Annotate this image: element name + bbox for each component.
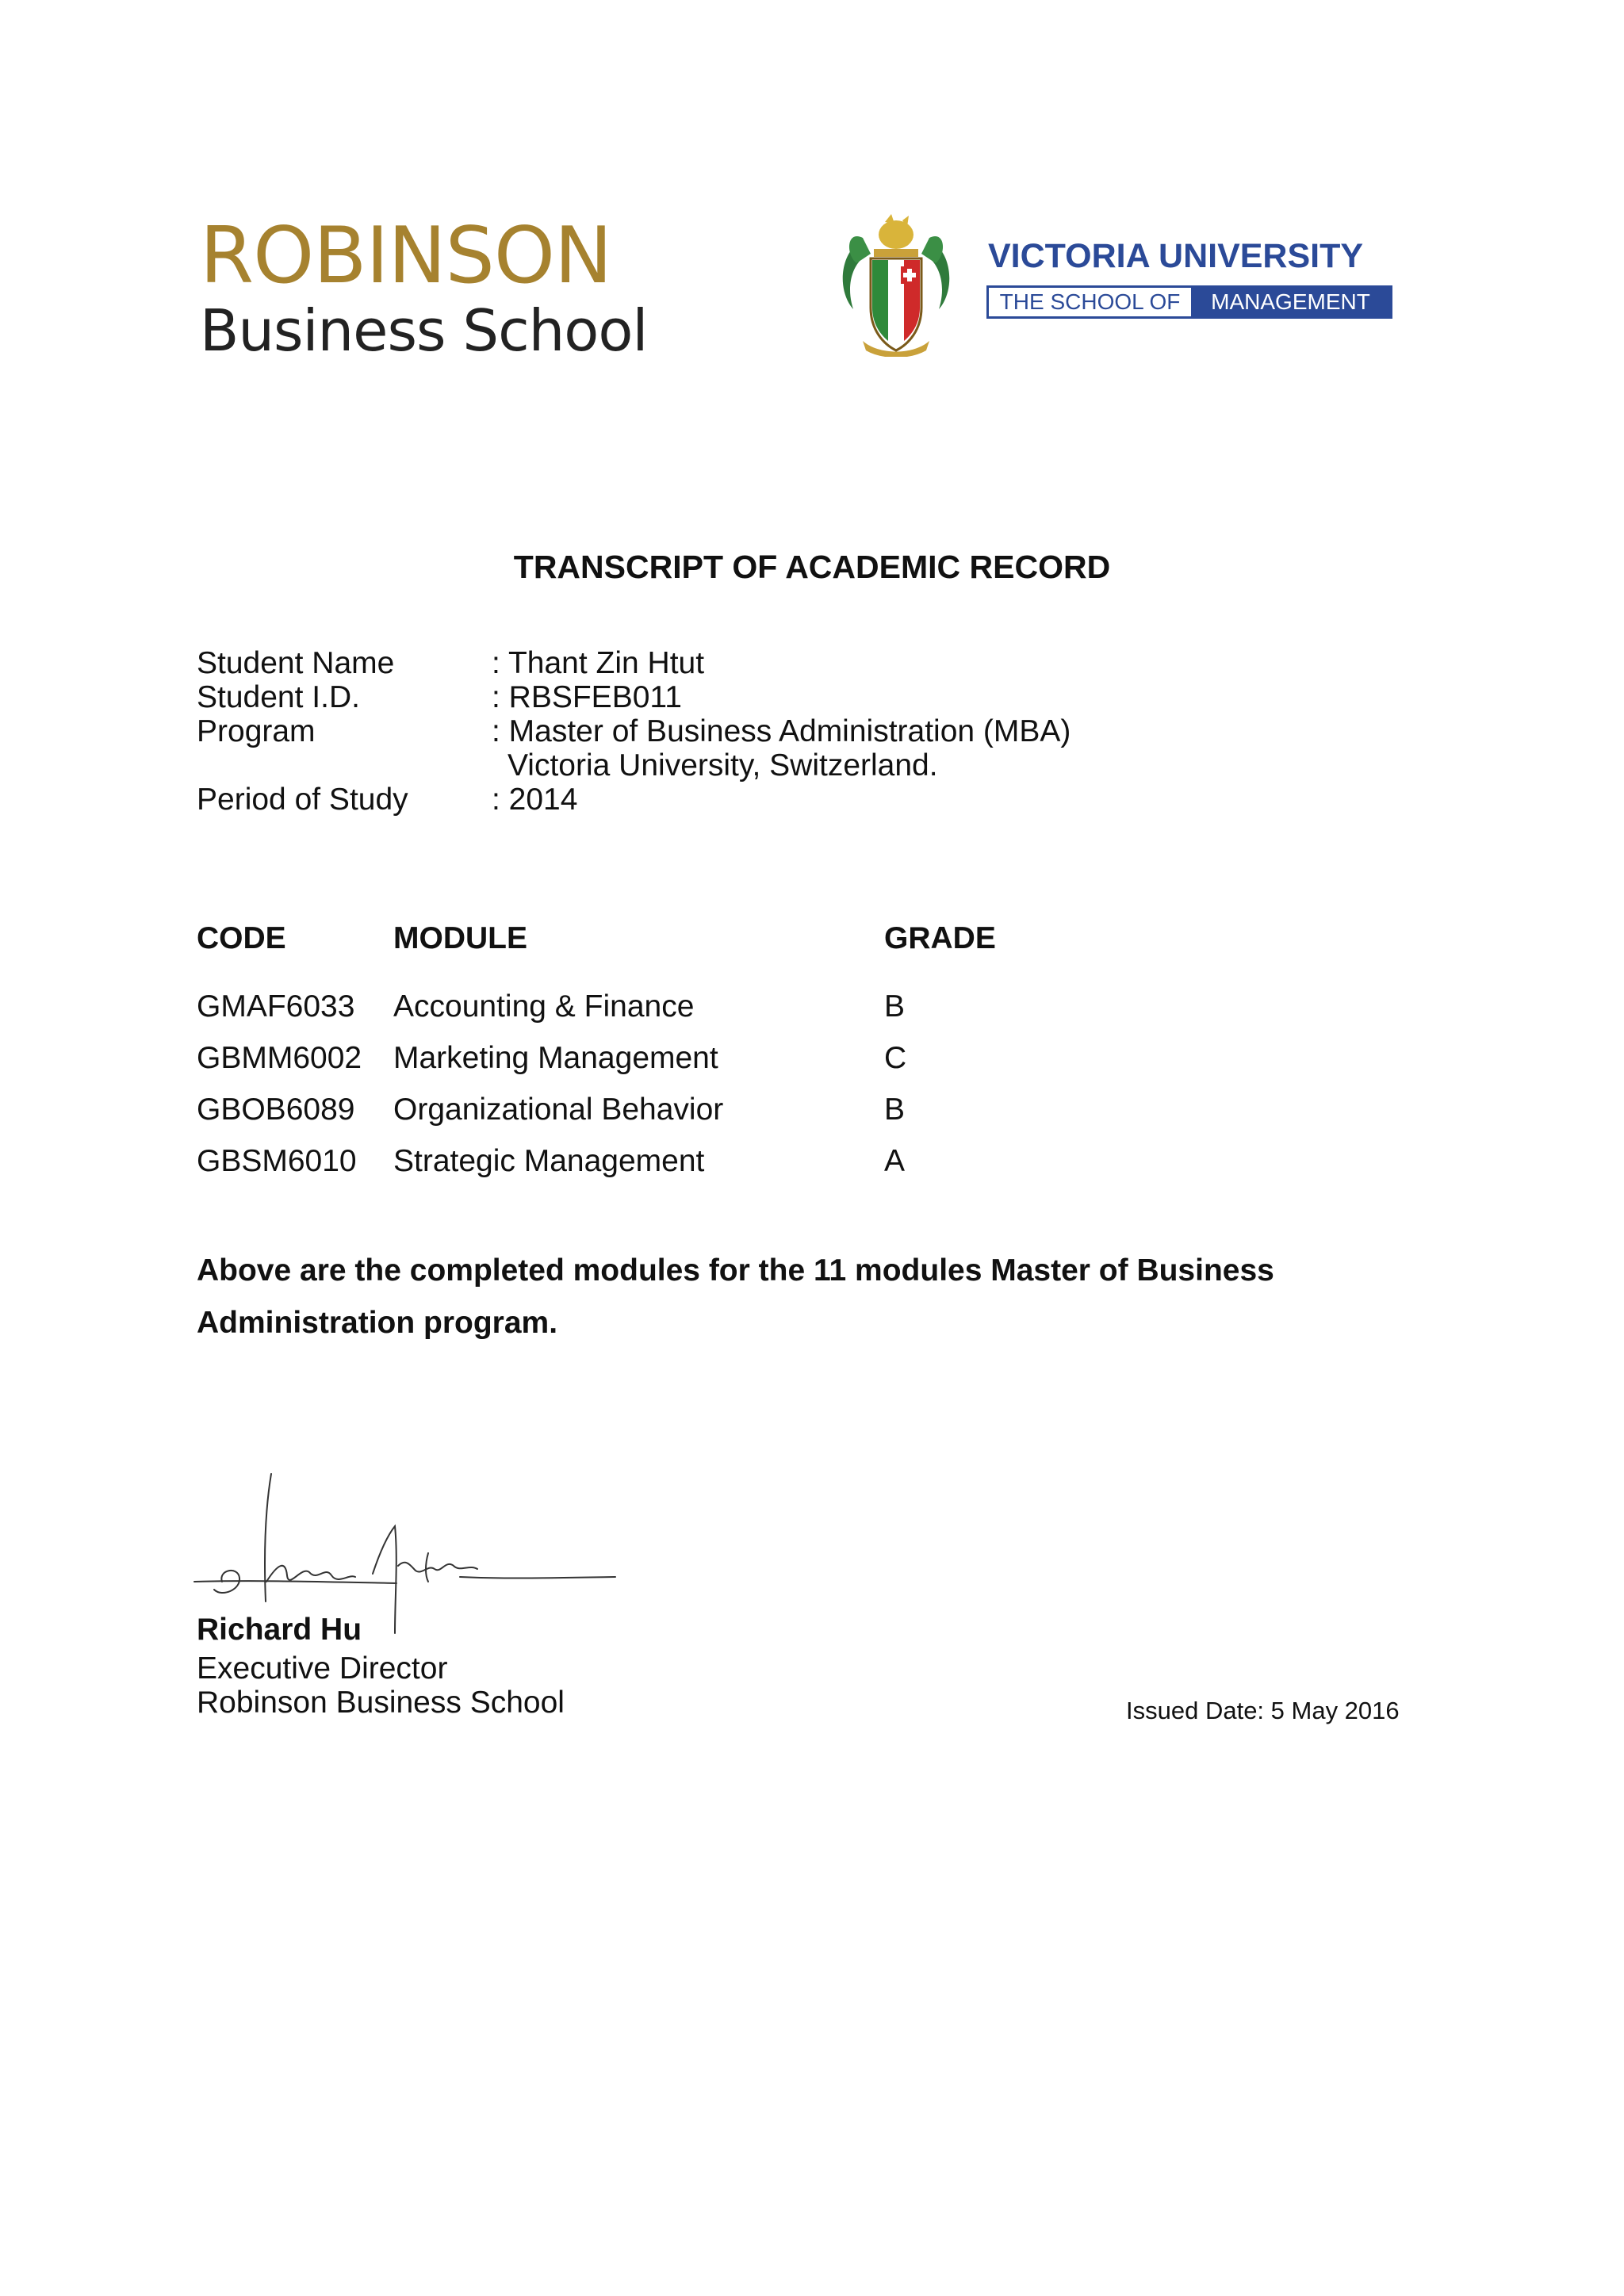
module-code: GBOB6089 — [197, 1093, 355, 1127]
issued-date: Issued Date: 5 May 2016 — [1126, 1697, 1400, 1724]
period-of-study-value: : 2014 — [492, 783, 578, 817]
student-id-label: Student I.D. — [197, 680, 360, 714]
student-id-value: : RBSFEB011 — [492, 680, 682, 714]
student-name-value: : Thant Zin Htut — [492, 646, 705, 680]
robinson-logo-wordmark: ROBINSON — [200, 211, 612, 301]
module-code: GBSM6010 — [197, 1144, 357, 1178]
module-code: GBMM6002 — [197, 1041, 362, 1075]
module-name: Accounting & Finance — [393, 989, 695, 1024]
signer-organization: Robinson Business School — [197, 1686, 565, 1720]
module-code: GMAF6033 — [197, 989, 355, 1024]
document-title: TRANSCRIPT OF ACADEMIC RECORD — [513, 549, 1111, 585]
column-header-code: CODE — [197, 921, 286, 955]
module-grade: B — [884, 989, 906, 1024]
period-of-study-label: Period of Study — [197, 783, 408, 817]
module-grade: A — [884, 1144, 906, 1178]
coat-of-arms-icon — [839, 214, 953, 357]
robinson-logo — [200, 211, 648, 371]
program-value-line2: Victoria University, Switzerland. — [508, 748, 938, 783]
victoria-logo-bar — [986, 285, 1392, 319]
program-value: : Master of Business Administration (MBA) — [492, 714, 1071, 748]
victoria-logo-bar-right: MANAGEMENT — [1191, 288, 1390, 316]
victoria-logo-bar-left: THE SCHOOL OF — [989, 288, 1191, 316]
signer-name: Richard Hu — [197, 1613, 362, 1647]
program-label: Program — [197, 714, 316, 748]
robinson-logo-subtitle: Business School — [200, 297, 648, 364]
module-name: Strategic Management — [393, 1144, 705, 1178]
module-name: Marketing Management — [393, 1041, 718, 1075]
module-grade: B — [884, 1093, 906, 1127]
column-header-grade: GRADE — [884, 921, 996, 955]
module-name: Organizational Behavior — [393, 1093, 724, 1127]
completion-note: Above are the completed modules for the 11 modules Master of Business Administration program. — [197, 1253, 1274, 1340]
signer-title: Executive Director — [197, 1651, 448, 1686]
student-name-label: Student Name — [197, 646, 395, 680]
column-header-module: MODULE — [393, 921, 527, 955]
victoria-logo-title: VICTORIA UNIVERSITY — [988, 237, 1364, 275]
module-grade: C — [884, 1041, 907, 1075]
